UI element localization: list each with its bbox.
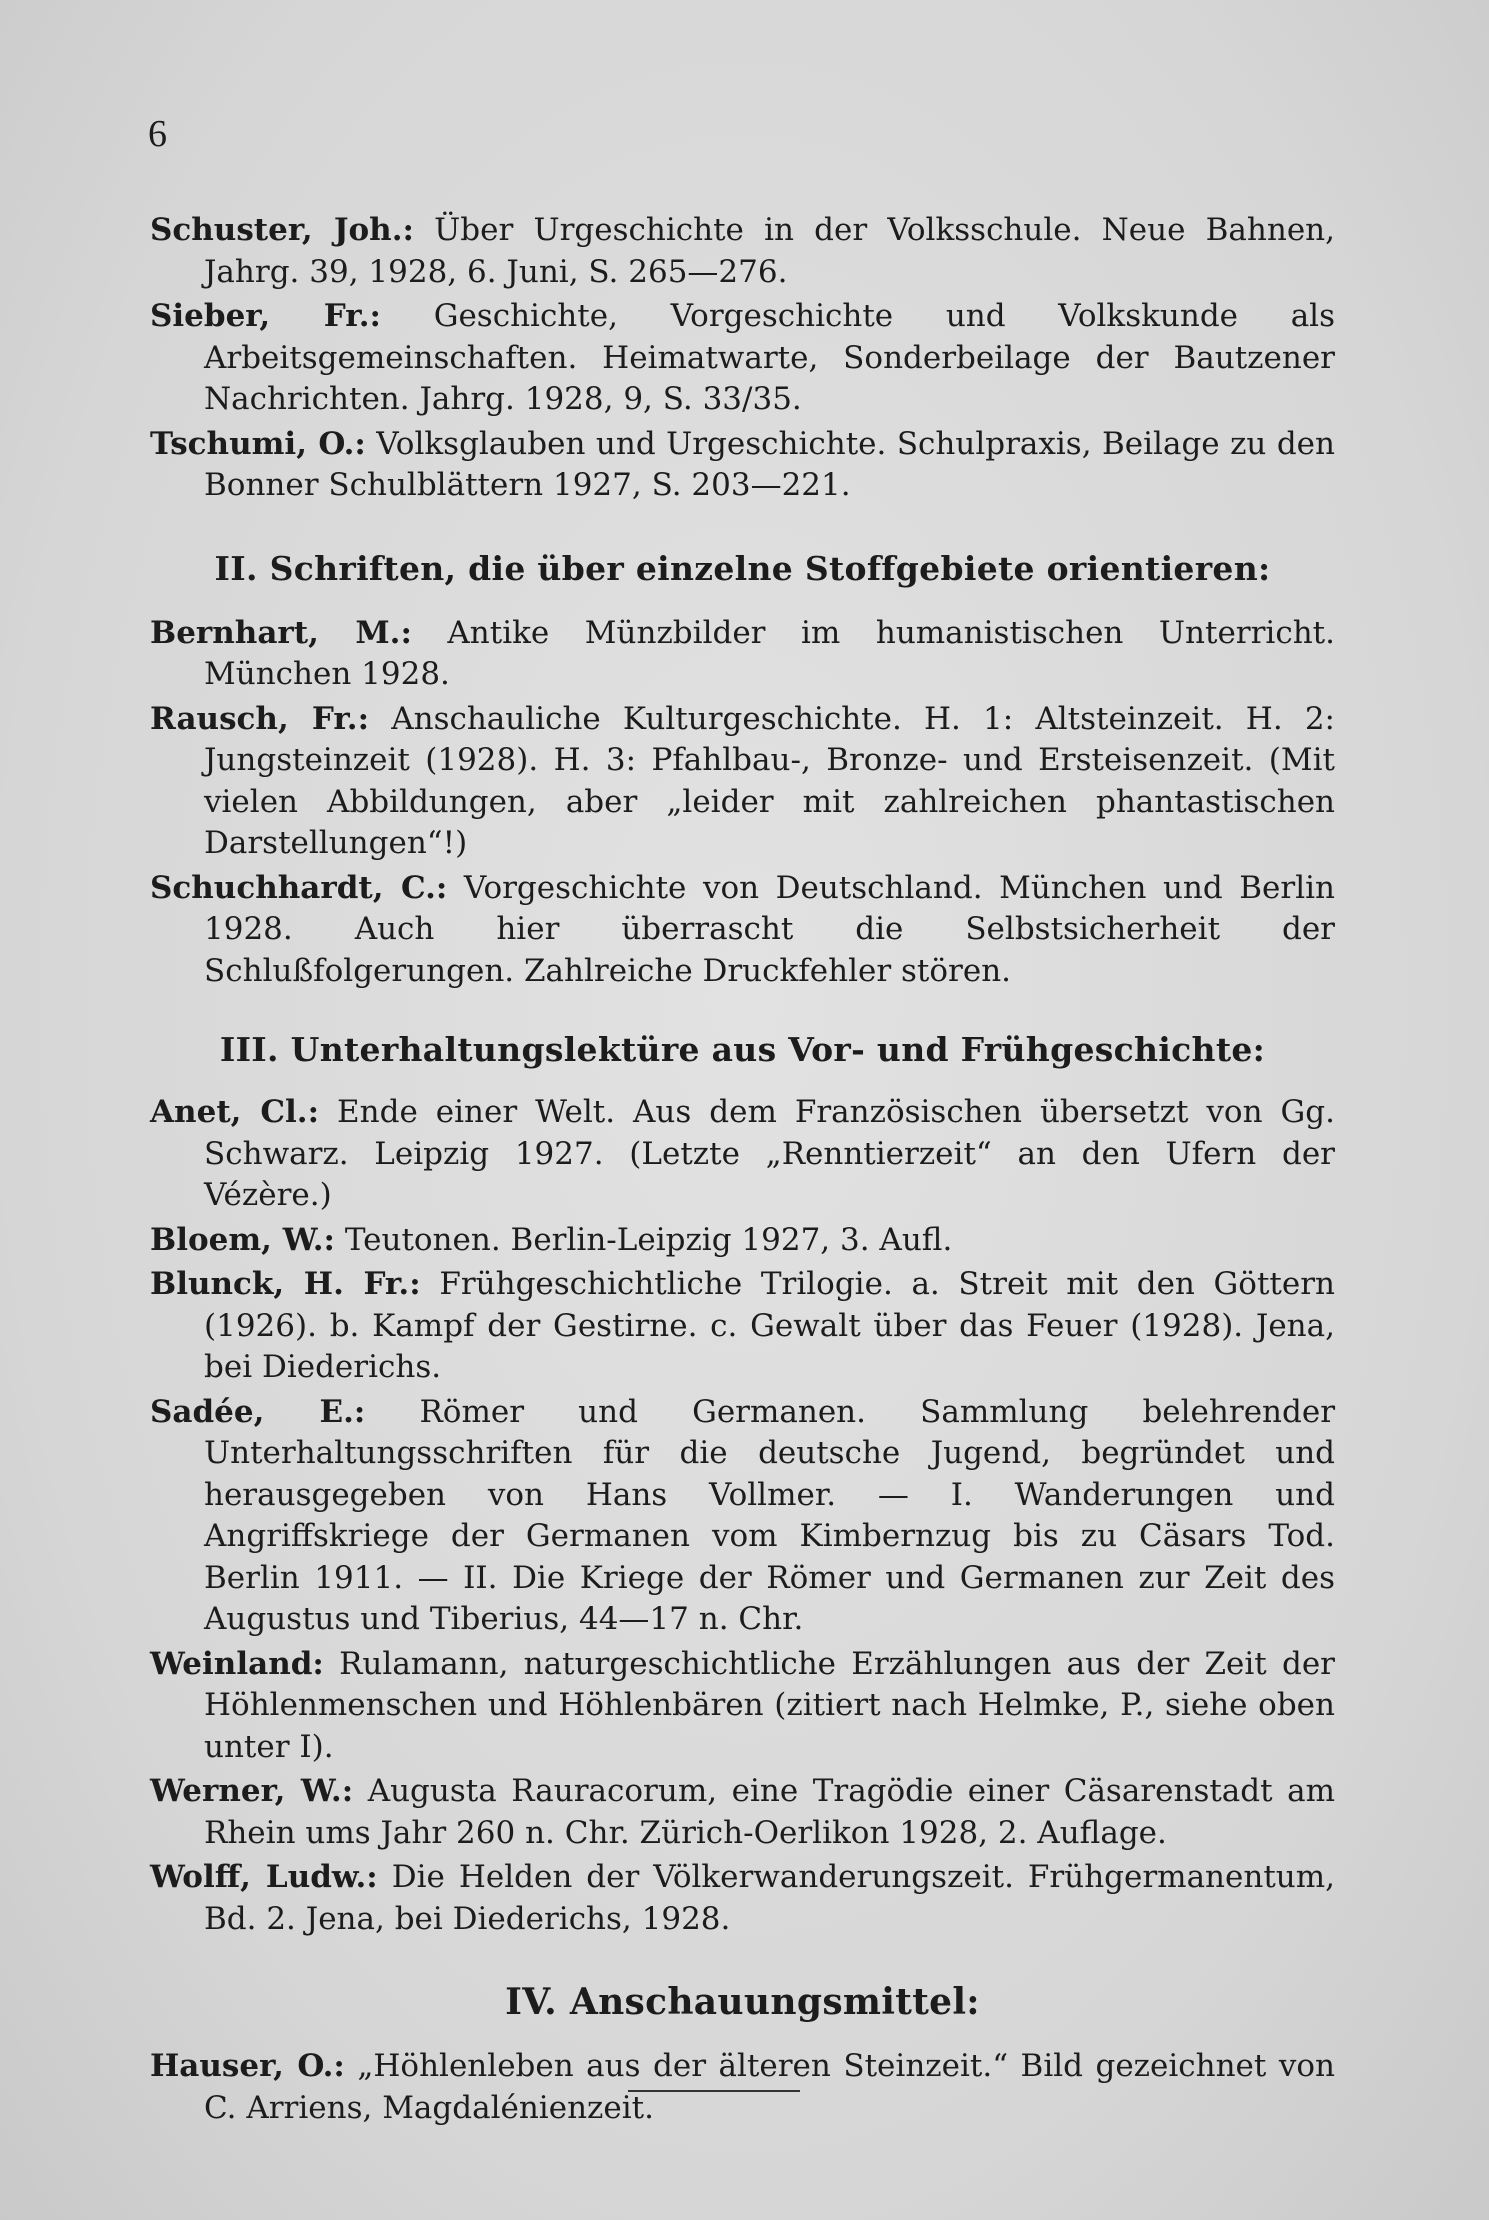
- entry-author: Hauser, O.:: [150, 2048, 345, 2084]
- section-4-heading: IV. Anschauungsmittel:: [505, 1981, 980, 2023]
- bib-entry: [150, 1264, 1335, 1389]
- section-3-entries: [150, 1092, 1335, 1940]
- entry-author: Schuchhardt, C.:: [150, 869, 448, 906]
- section-4-entries: [150, 2046, 1335, 2129]
- entry-text: Vorgeschichte von Deutschland. München und Berlin 1928. Auch hier überrascht die Selbstsicherheit der Schlußfolgerungen. Zahlreiche Druckfehler stören.: [204, 869, 1336, 989]
- entry-text: Augusta Rauracorum, eine Tragödie einer Cäsarenstadt am Rhein ums Jahr 260 n. Chr. Zürich-Oerlikon 1928, 2. Auflage.: [204, 1773, 1335, 1851]
- entry-author: Weinland:: [150, 1645, 324, 1682]
- section-2-entries: [150, 613, 1335, 993]
- entry-author: Tschumi, O.:: [150, 425, 366, 462]
- section-3-heading: III. Unterhaltungslektüre aus Vor- und Frühgeschichte:: [219, 1030, 1266, 1069]
- entry-text: Die Helden der Völkerwanderungszeit. Frühgermanentum, Bd. 2. Jena, bei Diederichs, 1928.: [204, 1859, 1336, 1937]
- page-number: 6: [148, 113, 167, 155]
- entry-author: Anet, Cl.:: [150, 1094, 320, 1130]
- bib-entry: [150, 868, 1335, 993]
- bib-entry: [150, 1857, 1335, 1940]
- bibliography-content: [150, 210, 1335, 2132]
- entry-text: Ende einer Welt. Aus dem Französischen übersetzt von Gg. Schwarz. Leipzig 1927. (Letzte „Renntierzeit“ an den Ufern der Vézère.): [204, 1094, 1335, 1213]
- section-2-heading: II. Schriften, die über einzelne Stoffgebiete orientieren:: [214, 548, 1271, 588]
- bib-entry: [150, 296, 1335, 421]
- bib-entry: [150, 2046, 1335, 2129]
- bib-entry: [150, 1392, 1335, 1641]
- entry-author: Schuster, Joh.:: [150, 212, 414, 248]
- entry-author: Sieber, Fr.:: [150, 298, 381, 334]
- entry-author: Bernhart, M.:: [150, 614, 412, 651]
- entry-text: Antike Münzbilder im humanistischen Unterricht. München 1928.: [204, 614, 1335, 692]
- footer-rule: [628, 2090, 800, 2092]
- entry-text: „Höhlenleben aus der älteren Steinzeit.“ Bild gezeichnet von C. Arriens, Magdalénienzeit.: [204, 2048, 1335, 2126]
- entry-text: Volksglauben und Urgeschichte. Schulpraxis, Beilage zu den Bonner Schulblättern 1927, S. 203—221.: [204, 425, 1335, 503]
- entry-text: Rulamann, naturgeschichtliche Erzählungen aus der Zeit der Höhlenmenschen und Höhlenbären (zitiert nach Helmke, P., siehe oben unter I).: [204, 1645, 1335, 1765]
- section-1-entries: [150, 210, 1335, 507]
- bib-entry: [150, 1644, 1335, 1769]
- entry-author: Wolff, Ludw.:: [150, 1859, 378, 1895]
- bib-entry: [150, 424, 1335, 507]
- bib-entry: [150, 613, 1335, 696]
- entry-text: Frühgeschichtliche Trilogie. a. Streit mit den Göttern (1926). b. Kampf der Gestirne. c. Gewalt über das Feuer (1928). Jena, bei Diederichs.: [204, 1266, 1336, 1385]
- bib-entry: [150, 1220, 1335, 1262]
- bib-entry: [150, 1092, 1335, 1217]
- entry-text: Über Urgeschichte in der Volksschule. Neue Bahnen, Jahrg. 39, 1928, 6. Juni, S. 265—276.: [204, 212, 1335, 290]
- entry-author: Werner, W.:: [150, 1773, 354, 1809]
- entry-text: Römer und Germanen. Sammlung belehrender Unterhaltungsschriften für die deutsche Jugend, begründet und herausgegeben von Hans Vollmer. — I. Wanderungen und Angriffskriege der Germanen vom Kimbernzug bis zu Cäsars Tod. Berlin 1911. — II. Die Kriege der Römer und Germanen zur Zeit des Augustus und Tiberius, 44—17 n. Chr.: [204, 1393, 1336, 1637]
- entry-text: Teutonen. Berlin-Leipzig 1927, 3. Aufl.: [344, 1221, 953, 1258]
- entry-text: Geschichte, Vorgeschichte und Volkskunde als Arbeitsgemeinschaften. Heimatwarte, Sonderbeilage der Bautzener Nachrichten. Jahrg. 1928, 9, S. 33/35.: [204, 298, 1336, 417]
- entry-author: Sadée, E.:: [150, 1393, 366, 1430]
- bib-entry: [150, 1771, 1335, 1854]
- bib-entry: [150, 210, 1335, 293]
- entry-text: Anschauliche Kulturgeschichte. H. 1: Altsteinzeit. H. 2: Jungsteinzeit (1928). H. 3: Pfahlbau-, Bronze- und Ersteisenzeit. (Mit vielen Abbildungen, aber „leider mit zahlreichen phantastischen Darstellungen“!): [204, 700, 1335, 861]
- entry-author: Blunck, H. Fr.:: [150, 1266, 421, 1302]
- entry-author: Bloem, W.:: [150, 1221, 335, 1258]
- bib-entry: [150, 699, 1335, 865]
- entry-author: Rausch, Fr.:: [150, 700, 370, 737]
